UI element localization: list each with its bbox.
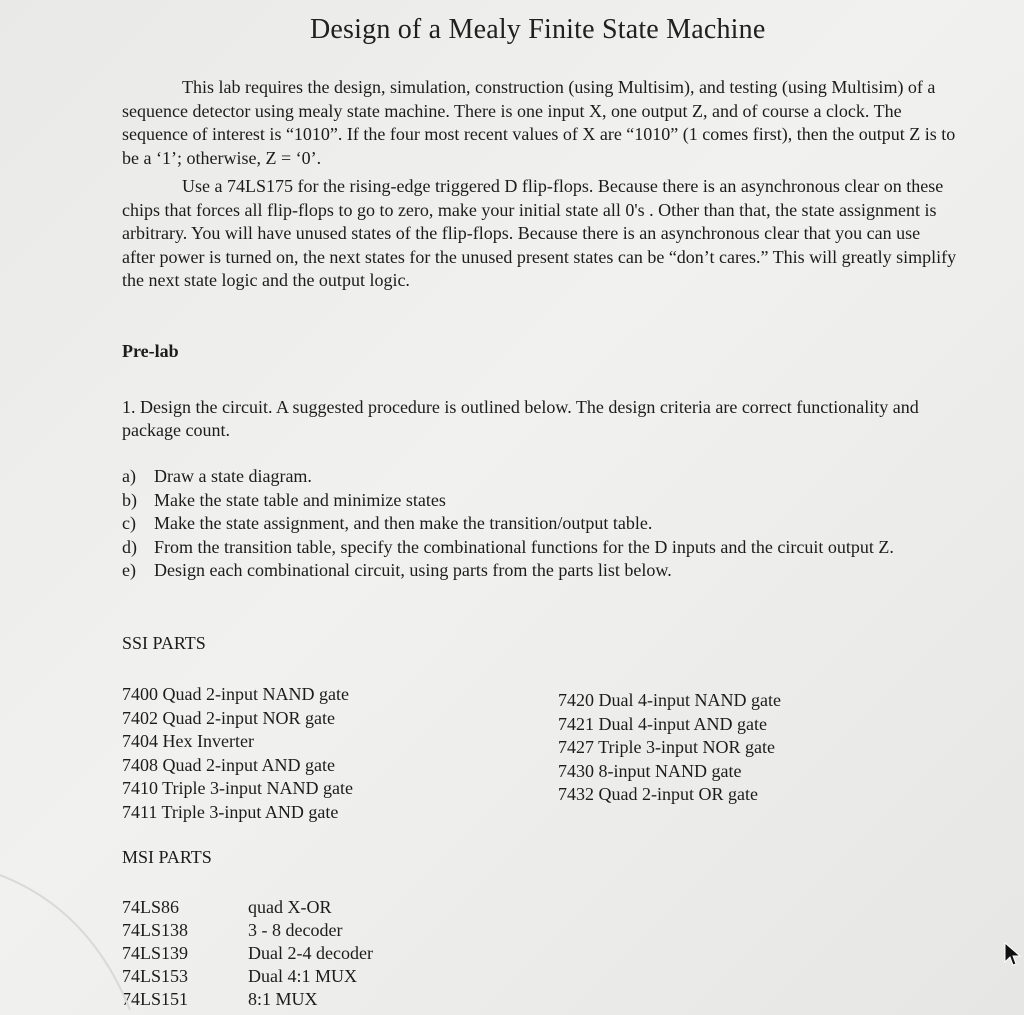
list-item: 7408 Quad 2-input AND gate — [122, 754, 335, 775]
list-item: 7404 Hex Inverter — [122, 731, 254, 751]
part-number: 74LS151 — [122, 989, 189, 1009]
part-description: 8:1 MUX — [248, 989, 318, 1009]
part-number: 74LS138 — [122, 920, 189, 940]
list-item: 7427 Triple 3-input NOR gate — [558, 737, 776, 757]
part-number: 74LS139 — [122, 943, 189, 963]
mouse-pointer-icon — [1003, 941, 1023, 967]
procedure-steps — [122, 465, 952, 583]
ssi-parts-heading: SSI PARTS — [122, 633, 206, 653]
part-description: Dual 4:1 MUX — [248, 966, 357, 986]
prelab-item-1: 1. Design the circuit. A suggested procedure is outlined below. The design criteria are correct functionality and package count. — [122, 397, 919, 440]
step-item: e) Design each combinational circuit, using parts from the parts list below. — [122, 560, 672, 580]
step-item: c) Make the state assignment, and then make the transition/output table. — [122, 513, 653, 533]
msi-parts-table — [122, 896, 373, 1011]
page-title: Design of a Mealy Finite State Machine — [310, 14, 766, 45]
list-item: 7430 8-input NAND gate — [558, 760, 742, 781]
flip-flop-paragraph: Use a 74LS175 for the rising-edge triggered D flip-flops. Because there is an asynchronous clear on these chips that forces all flip-flops to go to zero, make your initial state all 0's . Other than that, the state assignment is arbitrary. You will have unused states of the flip-flops. Because there is an asynchronous clear that you can use after power is turned on, the next states for the unused present states can be “don’t cares.” This will greatly simplify the next state logic and the output logic. — [122, 176, 957, 290]
list-item: 7420 Dual 4-input NAND gate — [558, 690, 781, 710]
list-item: 7402 Quad 2-input NOR gate — [122, 707, 335, 728]
msi-parts-heading: MSI PARTS — [122, 847, 212, 867]
table-row — [122, 988, 373, 1011]
ssi-parts-list-left — [122, 683, 353, 824]
table-row — [122, 965, 373, 988]
list-item: 7432 Quad 2-input OR gate — [558, 784, 758, 804]
list-item: 7410 Triple 3-input NAND gate — [122, 778, 353, 798]
prelab-heading: Pre-lab — [122, 341, 179, 361]
step-item: d) From the transition table, specify the combinational functions for the D inputs and the circuit output Z. — [122, 536, 894, 557]
list-item: 7400 Quad 2-input NAND gate — [122, 684, 349, 704]
screen-glare-curve — [0, 870, 140, 1015]
part-number: 74LS86 — [122, 897, 180, 917]
list-item: 7411 Triple 3-input AND gate — [122, 801, 339, 822]
step-item: a) Draw a state diagram. — [122, 466, 312, 486]
step-item: b) Make the state table and minimize states — [122, 489, 446, 510]
part-description: Dual 2-4 decoder — [248, 943, 373, 963]
table-row — [122, 942, 373, 965]
table-row — [122, 896, 373, 919]
intro-paragraph: This lab requires the design, simulation, construction (using Multisim), and testing (using Multisim) of a sequence detector using mealy state machine. There is one input X, one output Z, and of course a clock. The sequence of interest is “1010”. If the four most recent values of X are “1010” (1 comes first), then the output Z is to be a ‘1’; otherwise, Z = ‘0’. — [122, 77, 956, 168]
part-number: 74LS153 — [122, 966, 189, 986]
part-description: 3 - 8 decoder — [248, 920, 343, 940]
part-description: quad X-OR — [248, 897, 332, 917]
list-item: 7421 Dual 4-input AND gate — [558, 713, 767, 734]
ssi-parts-list-right — [558, 689, 781, 807]
table-row — [122, 919, 373, 942]
